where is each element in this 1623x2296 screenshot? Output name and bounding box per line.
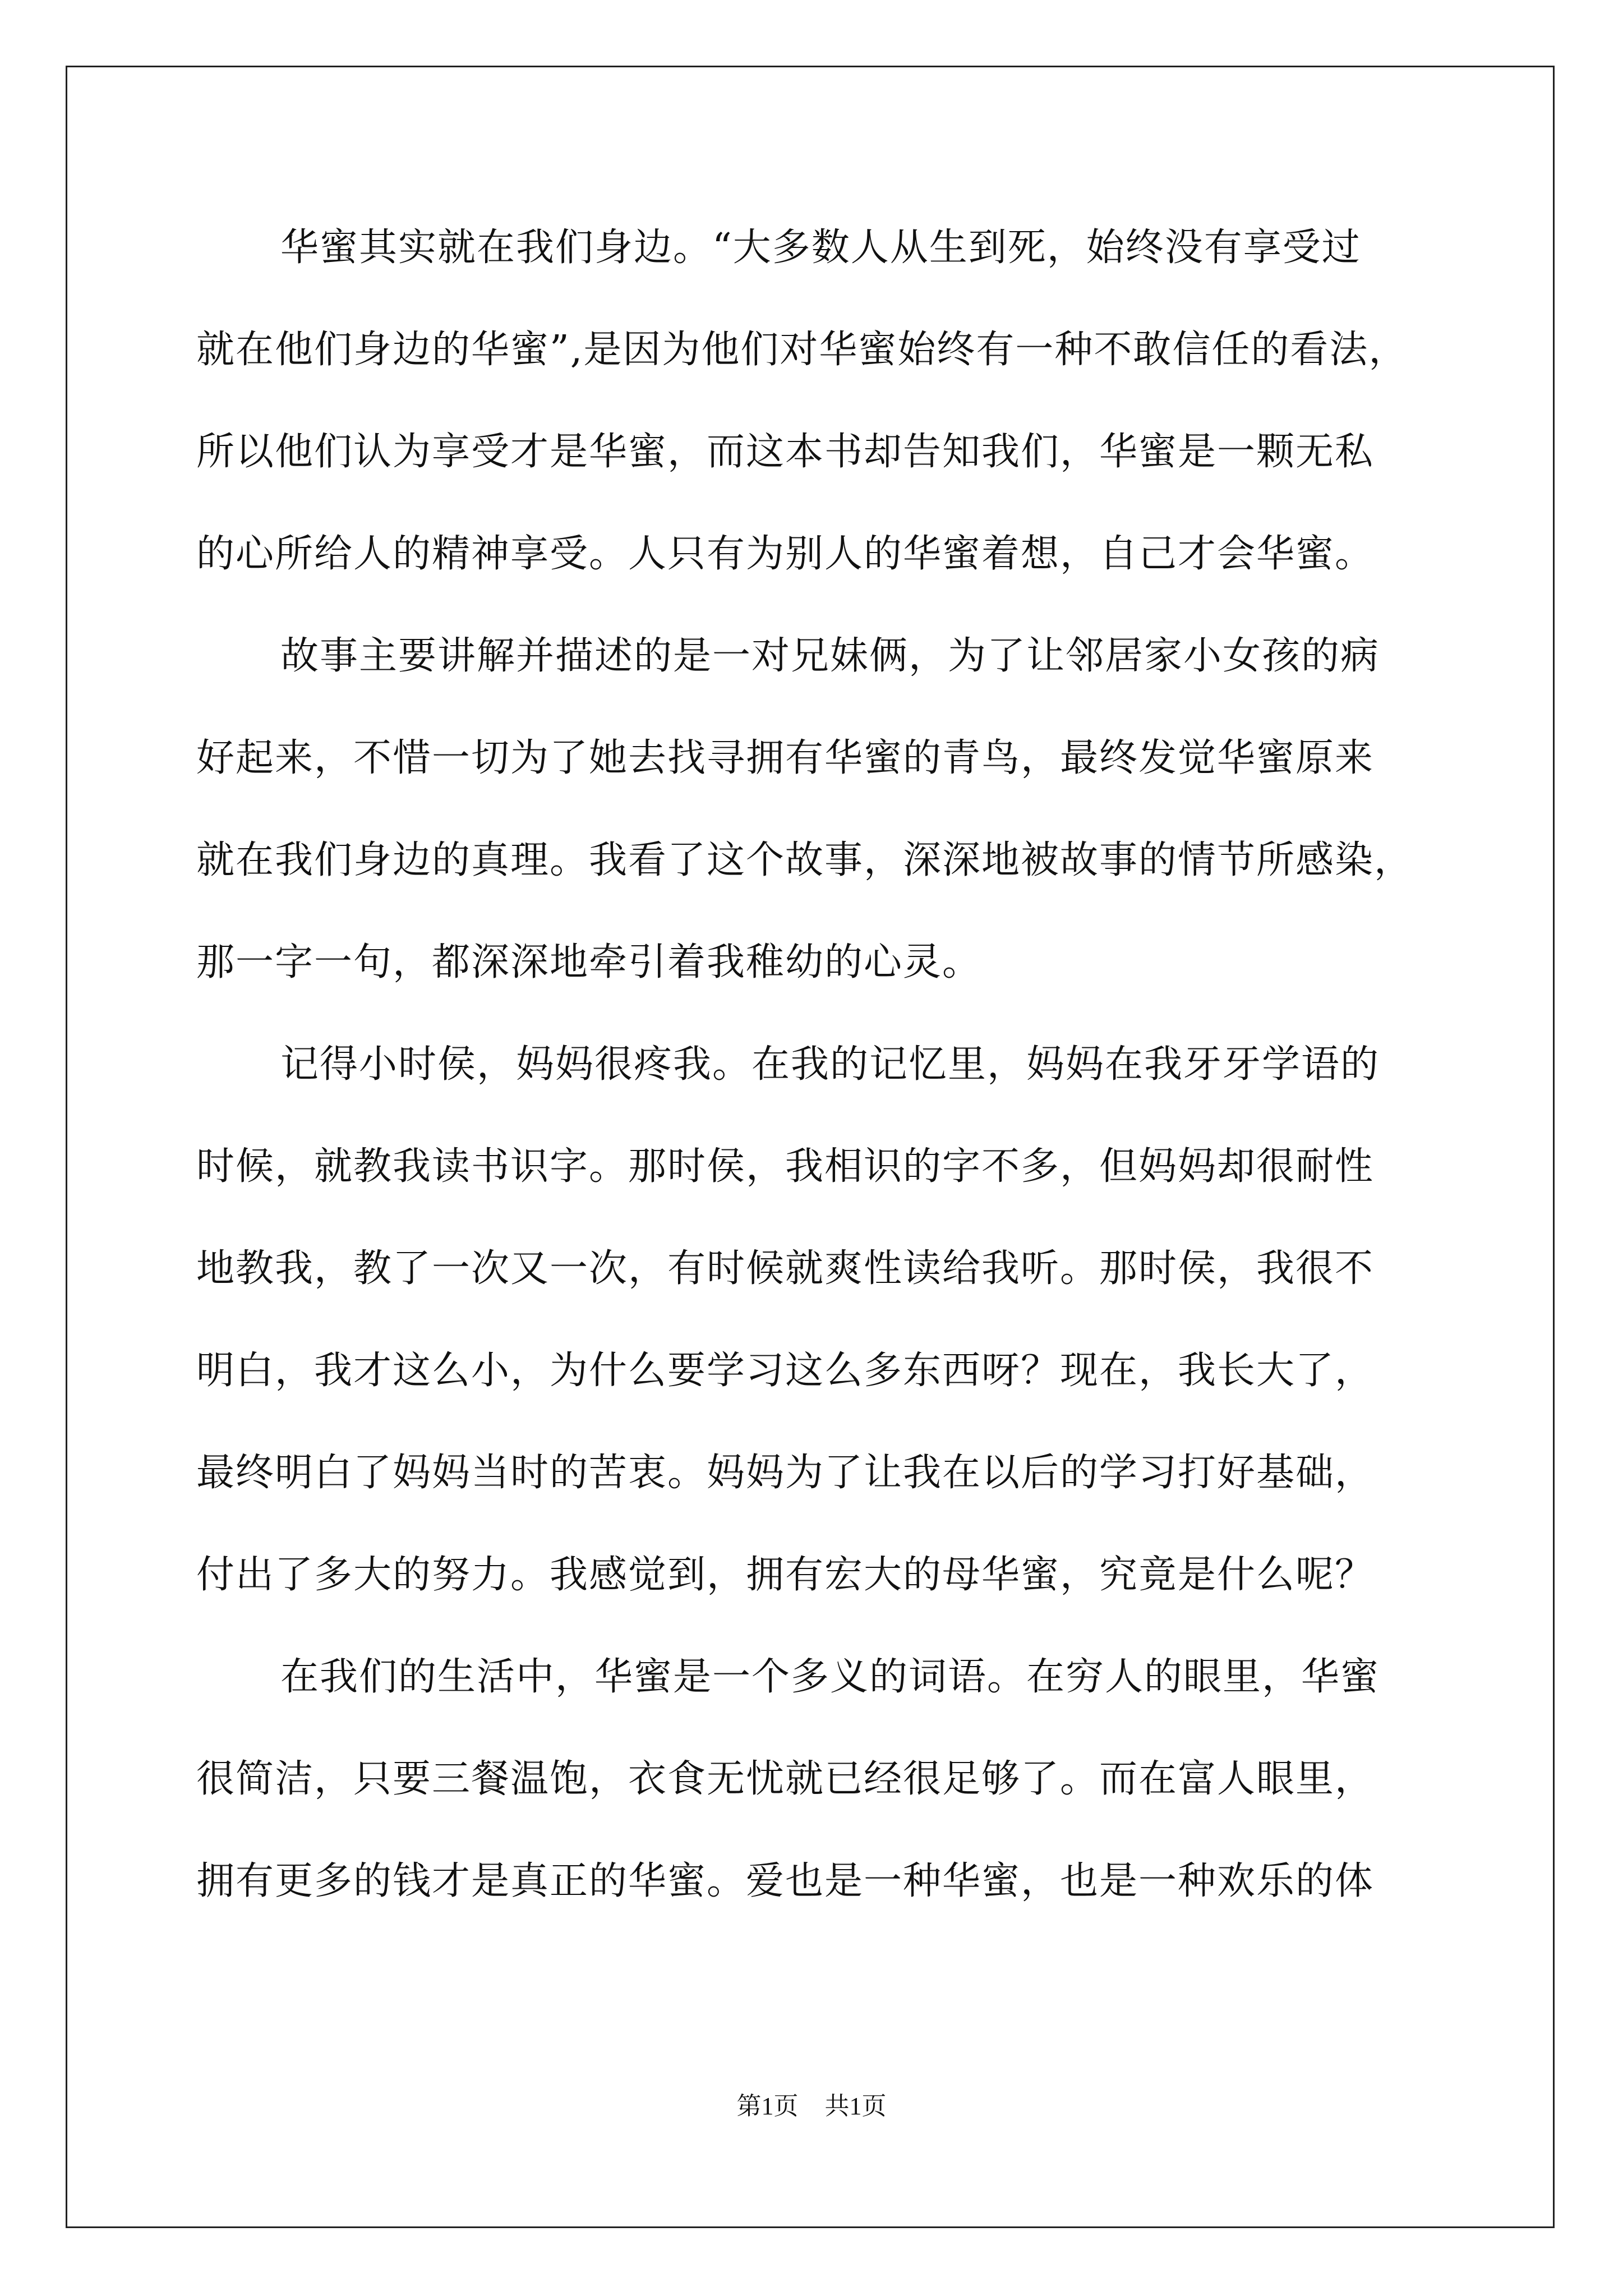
- text-line: 就在他们身边的华蜜”,是因为他们对华蜜始终有一种不敢信任的看法，: [196, 328, 1408, 372]
- text-line: 好起来，不惜一切为了她去找寻拥有华蜜的青鸟，最终发觉华蜜原来: [196, 736, 1375, 780]
- page-total: 共1页: [824, 2092, 887, 2120]
- text-line: 在我们的生活中，华蜜是一个多义的词语。在穷人的眼里，华蜜: [280, 1655, 1380, 1699]
- text-line: 华蜜其实就在我们身边。“大多数人从生到死，始终没有享受过: [280, 226, 1361, 270]
- text-line: 那一字一句，都深深地牵引着我稚幼的心灵。: [196, 940, 982, 984]
- text-line: 地教我，教了一次又一次，有时候就爽性读给我听。那时侯，我很不: [196, 1246, 1375, 1291]
- text-line: 时候，就教我读书识字。那时侯，我相识的字不多，但妈妈却很耐性: [196, 1144, 1375, 1189]
- text-line: 拥有更多的钱才是真正的华蜜。爱也是一种华蜜，也是一种欢乐的体: [196, 1859, 1375, 1903]
- page-footer: [0, 2086, 1623, 2122]
- text-line: 故事主要讲解并描述的是一对兄妹俩，为了让邻居家小女孩的病: [280, 634, 1380, 678]
- text-line: 所以他们认为享受才是华蜜，而这本书却告知我们，华蜜是一颗无私: [196, 430, 1375, 474]
- text-line: 很简洁，只要三餐温饱，衣食无忧就已经很足够了。而在富人眼里，: [196, 1757, 1375, 1801]
- text-line: 的心所给人的精神享受。人只有为别人的华蜜着想，自己才会华蜜。: [196, 532, 1375, 576]
- text-line: 记得小时侯，妈妈很疼我。在我的记忆里，妈妈在我牙牙学语的: [280, 1042, 1380, 1087]
- text-line: 就在我们身边的真理。我看了这个故事，深深地被故事的情节所感染，: [196, 838, 1414, 882]
- text-line: 明白，我才这么小，为什么要学习这么多东西呀？现在，我长大了，: [196, 1349, 1375, 1393]
- text-line: 最终明白了妈妈当时的苦衷。妈妈为了让我在以后的学习打好基础，: [196, 1451, 1375, 1495]
- document-body: [196, 209, 1475, 1944]
- text-line: 付出了多大的努力。我感觉到，拥有宏大的母华蜜，究竟是什么呢？: [196, 1553, 1375, 1597]
- page-number: 第1页: [736, 2092, 799, 2120]
